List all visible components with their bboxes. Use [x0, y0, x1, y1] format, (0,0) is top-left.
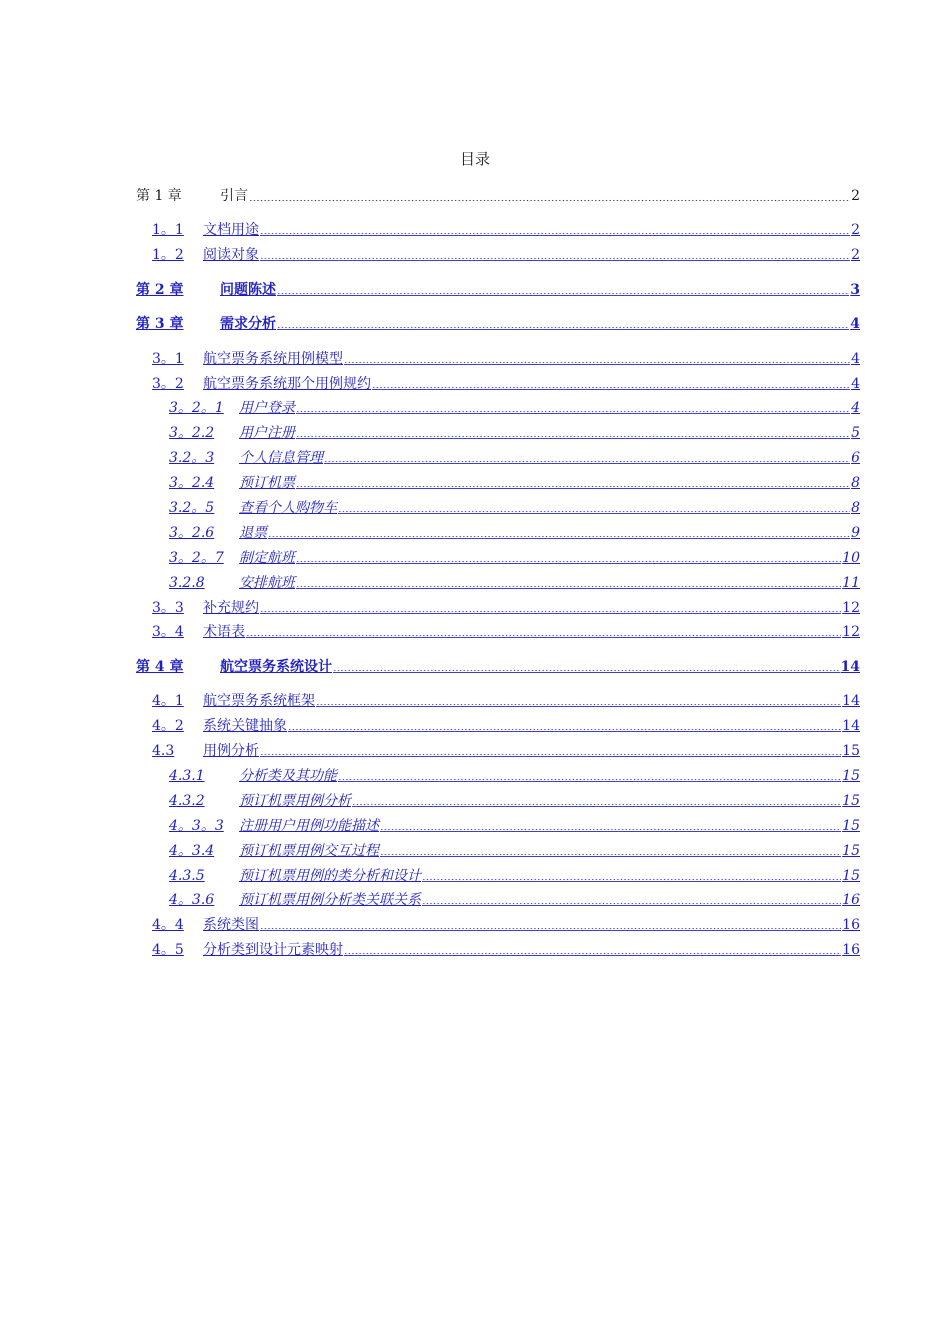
toc-entry-number: 4.3.5 [169, 867, 205, 884]
dot-leader [268, 523, 850, 539]
toc-entry-title: 分析类到设计元素映射 [203, 942, 343, 959]
toc-entry-number: 3。2。7 [169, 549, 224, 566]
toc-entry[interactable] [136, 417, 860, 442]
toc-entry[interactable] [136, 215, 860, 240]
toc-entry-title: 个人信息管理 [239, 450, 323, 467]
dot-leader [344, 940, 841, 956]
toc-entry-title: 退票 [239, 524, 267, 541]
toc-entry-page: 14 [842, 718, 860, 735]
toc-chapter-entry [136, 180, 860, 205]
toc-entry-number: 4。3.6 [169, 892, 215, 909]
toc-entry-title: 阅读对象 [203, 247, 259, 264]
toc-chapter-entry[interactable] [136, 651, 860, 676]
toc-entry-page: 11 [842, 574, 860, 591]
toc-entry-title: 分析类及其功能 [239, 768, 337, 785]
toc-entry-page: 14 [842, 693, 860, 710]
toc-entry-number: 4.3.1 [169, 768, 205, 785]
table-of-contents [136, 180, 860, 959]
toc-entry-page: 2 [851, 222, 860, 239]
toc-entry-page: 4 [851, 375, 860, 392]
toc-entry-title: 注册用户用例功能描述 [239, 817, 379, 834]
dot-leader [352, 791, 841, 807]
dot-leader [260, 915, 841, 931]
dot-leader [380, 816, 841, 832]
dot-leader [296, 423, 850, 439]
toc-entry-page: 8 [851, 500, 860, 517]
dot-leader [338, 766, 841, 782]
toc-entry[interactable] [136, 343, 860, 368]
toc-entry-title: 安排航班 [239, 574, 295, 591]
toc-entry[interactable] [136, 885, 860, 910]
dot-leader [260, 741, 841, 757]
toc-entry[interactable] [136, 710, 860, 735]
dot-leader [288, 716, 841, 732]
toc-entry-number: 第 4 章 [136, 658, 184, 675]
toc-entry[interactable] [136, 517, 860, 542]
toc-entry-page: 16 [842, 942, 860, 959]
toc-entry-title: 航空票务系统框架 [203, 693, 315, 710]
toc-entry[interactable] [136, 368, 860, 393]
dot-leader [277, 280, 849, 296]
toc-entry-page: 15 [842, 768, 860, 785]
toc-entry-page: 8 [851, 475, 860, 492]
toc-entry-number: 3。1 [152, 350, 184, 367]
toc-entry-number: 第 1 章 [136, 188, 182, 204]
toc-entry-title: 航空票务系统用例模型 [203, 350, 343, 367]
toc-entry-title: 预订机票 [239, 475, 295, 492]
toc-entry-number: 4。3。3 [169, 817, 224, 834]
toc-entry-page: 15 [842, 743, 860, 760]
toc-entry[interactable] [136, 617, 860, 642]
toc-entry-page: 12 [842, 599, 860, 616]
toc-entry-page: 9 [851, 524, 860, 541]
toc-entry-page: 4 [851, 400, 860, 417]
toc-entry-page: 14 [840, 658, 860, 675]
toc-entry[interactable] [136, 393, 860, 418]
toc-entry-number: 3.2.8 [169, 574, 205, 591]
toc-entry-number: 3。2.2 [169, 425, 215, 442]
toc-entry-page: 16 [842, 917, 860, 934]
toc-entry-title: 航空票务系统设计 [220, 658, 332, 675]
toc-entry-title: 引言 [220, 188, 248, 204]
toc-entry-page: 5 [851, 425, 860, 442]
toc-entry-page: 15 [842, 842, 860, 859]
toc-entry-number: 第 3 章 [136, 316, 184, 333]
toc-entry-title: 预订机票用例的类分析和设计 [239, 867, 421, 884]
toc-entry[interactable] [136, 685, 860, 710]
dot-leader [296, 573, 841, 589]
toc-entry[interactable] [136, 909, 860, 934]
toc-entry-number: 1。2 [152, 247, 184, 264]
toc-entry-page: 2 [851, 247, 860, 264]
toc-entry-page: 12 [842, 624, 860, 641]
toc-title: 目录 [459, 150, 490, 168]
toc-entry-title: 系统关键抽象 [203, 718, 287, 735]
toc-entry-page: 4 [851, 350, 860, 367]
toc-entry-number: 4。1 [152, 693, 184, 710]
dot-leader [260, 245, 850, 261]
toc-entry-number: 3。2.6 [169, 524, 215, 541]
toc-entry-number: 3。2.4 [169, 475, 215, 492]
toc-entry-title: 问题陈述 [220, 281, 276, 298]
toc-entry-title: 预订机票用例交互过程 [239, 842, 379, 859]
toc-entry-title: 系统类图 [203, 917, 259, 934]
dot-leader [333, 657, 840, 673]
toc-entry-number: 4。3.4 [169, 842, 215, 859]
toc-entry[interactable] [136, 467, 860, 492]
dot-leader [277, 314, 849, 330]
toc-entry-title: 需求分析 [220, 316, 276, 333]
dot-leader [296, 398, 850, 414]
toc-entry[interactable] [136, 760, 860, 785]
dot-leader [316, 691, 841, 707]
toc-entry-number: 3。2 [152, 375, 184, 392]
toc-entry[interactable] [136, 934, 860, 959]
toc-entry-number: 3。4 [152, 624, 184, 641]
toc-entry[interactable] [136, 810, 860, 835]
toc-chapter-entry[interactable] [136, 308, 860, 333]
toc-entry-title: 预订机票用例分析类关联关系 [239, 892, 421, 909]
toc-entry-title: 查看个人购物车 [239, 500, 337, 517]
toc-entry-number: 4.3.2 [169, 792, 205, 809]
toc-entry-page: 4 [850, 316, 860, 333]
toc-entry[interactable] [136, 567, 860, 592]
toc-entry-title: 制定航班 [239, 549, 295, 566]
toc-entry-page: 15 [842, 867, 860, 884]
toc-entry-page: 3 [850, 281, 860, 298]
dot-leader [344, 349, 850, 365]
dot-leader [324, 448, 850, 464]
toc-entry[interactable] [136, 542, 860, 567]
toc-entry[interactable] [136, 442, 860, 467]
toc-entry-number: 4。2 [152, 718, 184, 735]
dot-leader [422, 890, 841, 906]
toc-entry-page: 10 [842, 549, 860, 566]
dot-leader [260, 220, 850, 236]
dot-leader [338, 498, 850, 514]
toc-entry[interactable] [136, 735, 860, 760]
toc-entry-page: 16 [842, 892, 860, 909]
dot-leader [296, 473, 850, 489]
dot-leader [249, 187, 850, 202]
toc-entry-page: 15 [842, 792, 860, 809]
toc-entry-title: 用户注册 [239, 425, 295, 442]
dot-leader [296, 548, 841, 564]
dot-leader [246, 622, 841, 638]
toc-entry-page: 6 [851, 450, 860, 467]
dot-leader [372, 374, 850, 390]
toc-entry[interactable] [136, 592, 860, 617]
toc-entry-title: 用例分析 [203, 743, 259, 760]
toc-entry[interactable] [136, 239, 860, 264]
toc-entry[interactable] [136, 492, 860, 517]
toc-entry-title: 航空票务系统那个用例规约 [203, 375, 371, 392]
dot-leader [380, 841, 841, 857]
toc-entry-number: 3.2。5 [169, 500, 215, 517]
toc-entry[interactable] [136, 835, 860, 860]
toc-entry[interactable] [136, 785, 860, 810]
toc-entry-number: 4。5 [152, 942, 184, 959]
toc-entry-title: 文档用途 [203, 222, 259, 239]
toc-entry-number: 1。1 [152, 222, 184, 239]
toc-entry-number: 4.3 [152, 743, 175, 760]
toc-entry-number: 3。2。1 [169, 400, 224, 417]
toc-entry-title: 补充规约 [203, 599, 259, 616]
toc-entry-number: 第 2 章 [136, 281, 184, 298]
toc-entry-number: 4。4 [152, 917, 184, 934]
toc-entry-page: 2 [851, 188, 860, 204]
toc-entry[interactable] [136, 860, 860, 885]
dot-leader [260, 598, 841, 614]
toc-entry-page: 15 [842, 817, 860, 834]
toc-chapter-entry[interactable] [136, 274, 860, 299]
toc-entry-title: 预订机票用例分析 [239, 792, 351, 809]
toc-entry-title: 用户登录 [239, 400, 295, 417]
dot-leader [422, 866, 841, 882]
toc-entry-number: 3.2。3 [169, 450, 215, 467]
toc-entry-title: 术语表 [203, 624, 245, 641]
toc-entry-number: 3。3 [152, 599, 184, 616]
